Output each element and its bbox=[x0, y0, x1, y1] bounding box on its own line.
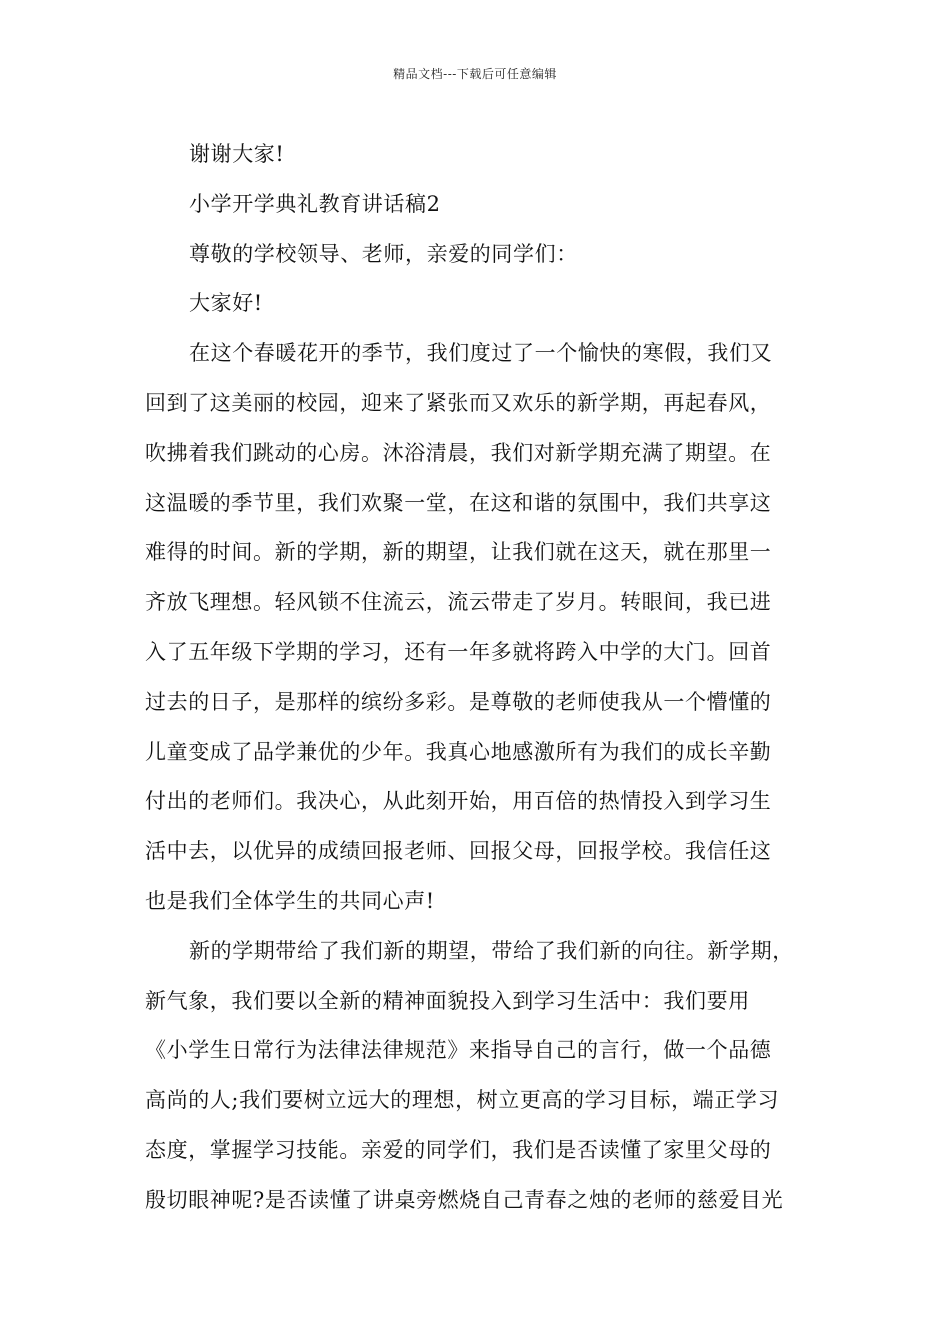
salutation: 尊敬的学校领导、老师，亲爱的同学们： bbox=[189, 241, 578, 266]
text-line: 谢谢大家! bbox=[189, 142, 285, 166]
paragraph-line: 这温暖的季节里，我们欢聚一堂，在这和谐的氛围中，我们共享这 bbox=[145, 490, 772, 515]
paragraph-line: 付出的老师们。我决心，从此刻开始，用百倍的热情投入到学习生 bbox=[145, 789, 772, 814]
paragraph-line: 态度，掌握学习技能。亲爱的同学们，我们是否读懂了家里父母的 bbox=[145, 1137, 772, 1162]
paragraph-line: 新气象，我们要以全新的精神面貌投入到学习生活中：我们要用 bbox=[145, 988, 750, 1013]
paragraph-line: 儿童变成了品学兼优的少年。我真心地感激所有为我们的成长辛勤 bbox=[145, 739, 772, 764]
document-body bbox=[145, 130, 810, 1226]
paragraph-line: 新的学期带给了我们新的期望，带给了我们新的向往。新学期， bbox=[189, 938, 794, 963]
page-header: 精品文档---下载后可任意编辑 bbox=[393, 67, 557, 81]
section-title: 小学开学典礼教育讲话稿2 bbox=[189, 191, 441, 216]
paragraph-line: 过去的日子，是那样的缤纷多彩。是尊敬的老师使我从一个懵懂的 bbox=[145, 689, 772, 714]
paragraph-line: 《小学生日常行为法律法律规范》来指导自己的言行，做一个品德 bbox=[145, 1038, 772, 1063]
greeting: 大家好! bbox=[189, 291, 263, 316]
paragraph-line: 殷切眼神呢?是否读懂了讲桌旁燃烧自己青春之烛的老师的慈爱目光 bbox=[145, 1187, 784, 1212]
paragraph-line: 在这个春暖花开的季节，我们度过了一个愉快的寒假，我们又 bbox=[189, 341, 773, 366]
paragraph-line: 齐放飞理想。轻风锁不住流云，流云带走了岁月。转眼间，我已进 bbox=[145, 590, 772, 615]
paragraph-line: 高尚的人;我们要树立远大的理想，树立更高的学习目标，端正学习 bbox=[145, 1088, 780, 1113]
paragraph-line: 回到了这美丽的校园，迎来了紧张而又欢乐的新学期，再起春风， bbox=[145, 390, 772, 415]
paragraph-line: 也是我们全体学生的共同心声! bbox=[145, 888, 435, 913]
paragraph-line: 入了五年级下学期的学习，还有一年多就将跨入中学的大门。回首 bbox=[145, 639, 772, 664]
paragraph-line: 难得的时间。新的学期，新的期望，让我们就在这天，就在那里一 bbox=[145, 540, 772, 565]
paragraph-line: 活中去，以优异的成绩回报老师、回报父母，回报学校。我信任这 bbox=[145, 839, 772, 864]
paragraph-line: 吹拂着我们跳动的心房。沐浴清晨，我们对新学期充满了期望。在 bbox=[145, 440, 772, 465]
